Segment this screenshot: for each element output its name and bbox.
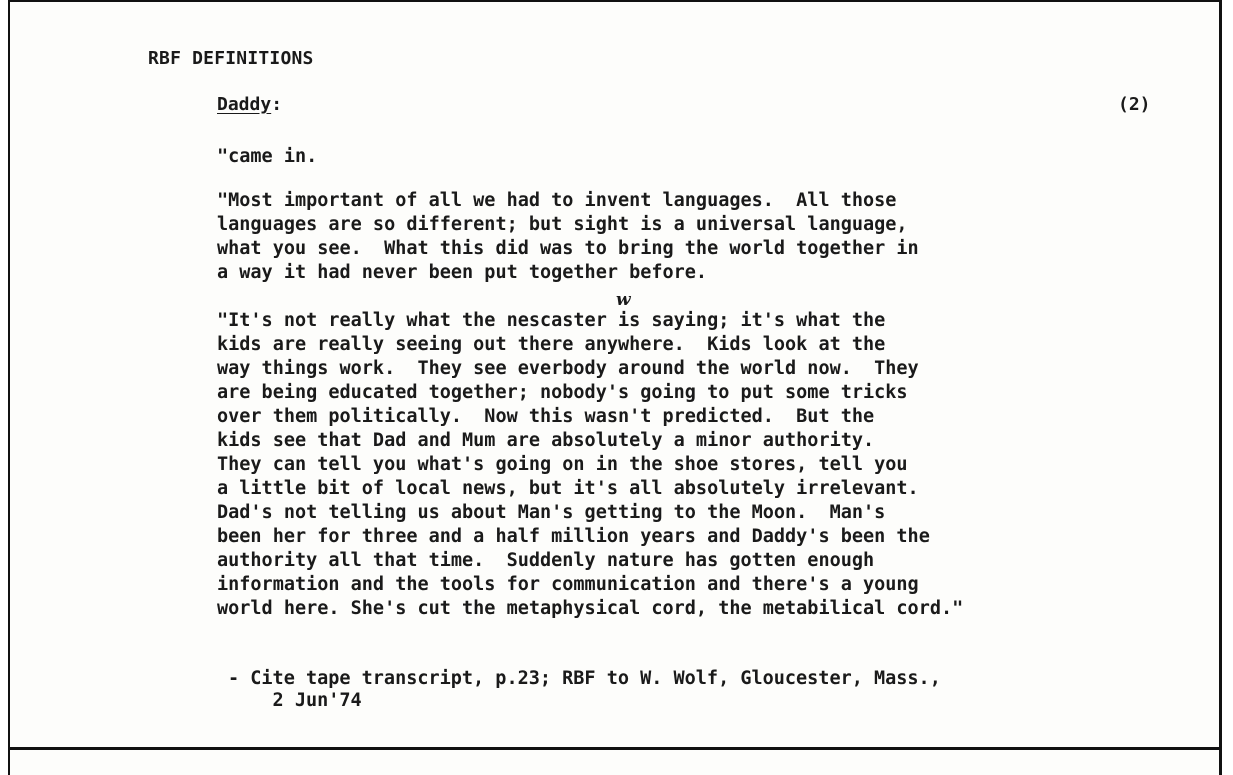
paragraph-3: "It's not really what the nescaster is saying; it's what the kids are really seeing out there anywhere. Kids look at the way things work. They see everbody around the world now. They are being educated together; nobody's going to put some tricks over them politically. Now this wasn't predicted. But the kids see that Dad and Mum are absolutely a minor authority. They can tell you what's going on in the shoe stores, tell you a little bit of local news, but it's all absolutely irrelevant. Dad's not telling us about Man's getting to the Moon. Man's been her for three and a half million years and Daddy's been the authority all that time. Suddenly nature has gotten enough information and the tools for communication and there's a young world here. She's cut the metaphysical cord, the metabilical cord."	[217, 310, 964, 619]
next-card-edge	[8, 750, 1222, 775]
subject-word: Daddy	[217, 94, 272, 115]
citation: - Cite tape transcript, p.23; RBF to W. Wolf, Gloucester, Mass., 2 Jun'74	[228, 668, 941, 711]
handwritten-correction-mark: w	[616, 290, 631, 310]
page-number: (2)	[1118, 94, 1151, 115]
paragraph-1: "came in.	[217, 146, 318, 167]
definition-card	[8, 0, 1222, 750]
document-heading: RBF DEFINITIONS	[148, 48, 314, 69]
paragraph-2: "Most important of all we had to invent languages. All those languages are so different; but sight is a universal language, what you see. What this did was to bring the world together in a way it had never been put together before.	[217, 190, 919, 283]
subject-colon: :	[271, 94, 283, 115]
subject-term	[217, 94, 282, 115]
